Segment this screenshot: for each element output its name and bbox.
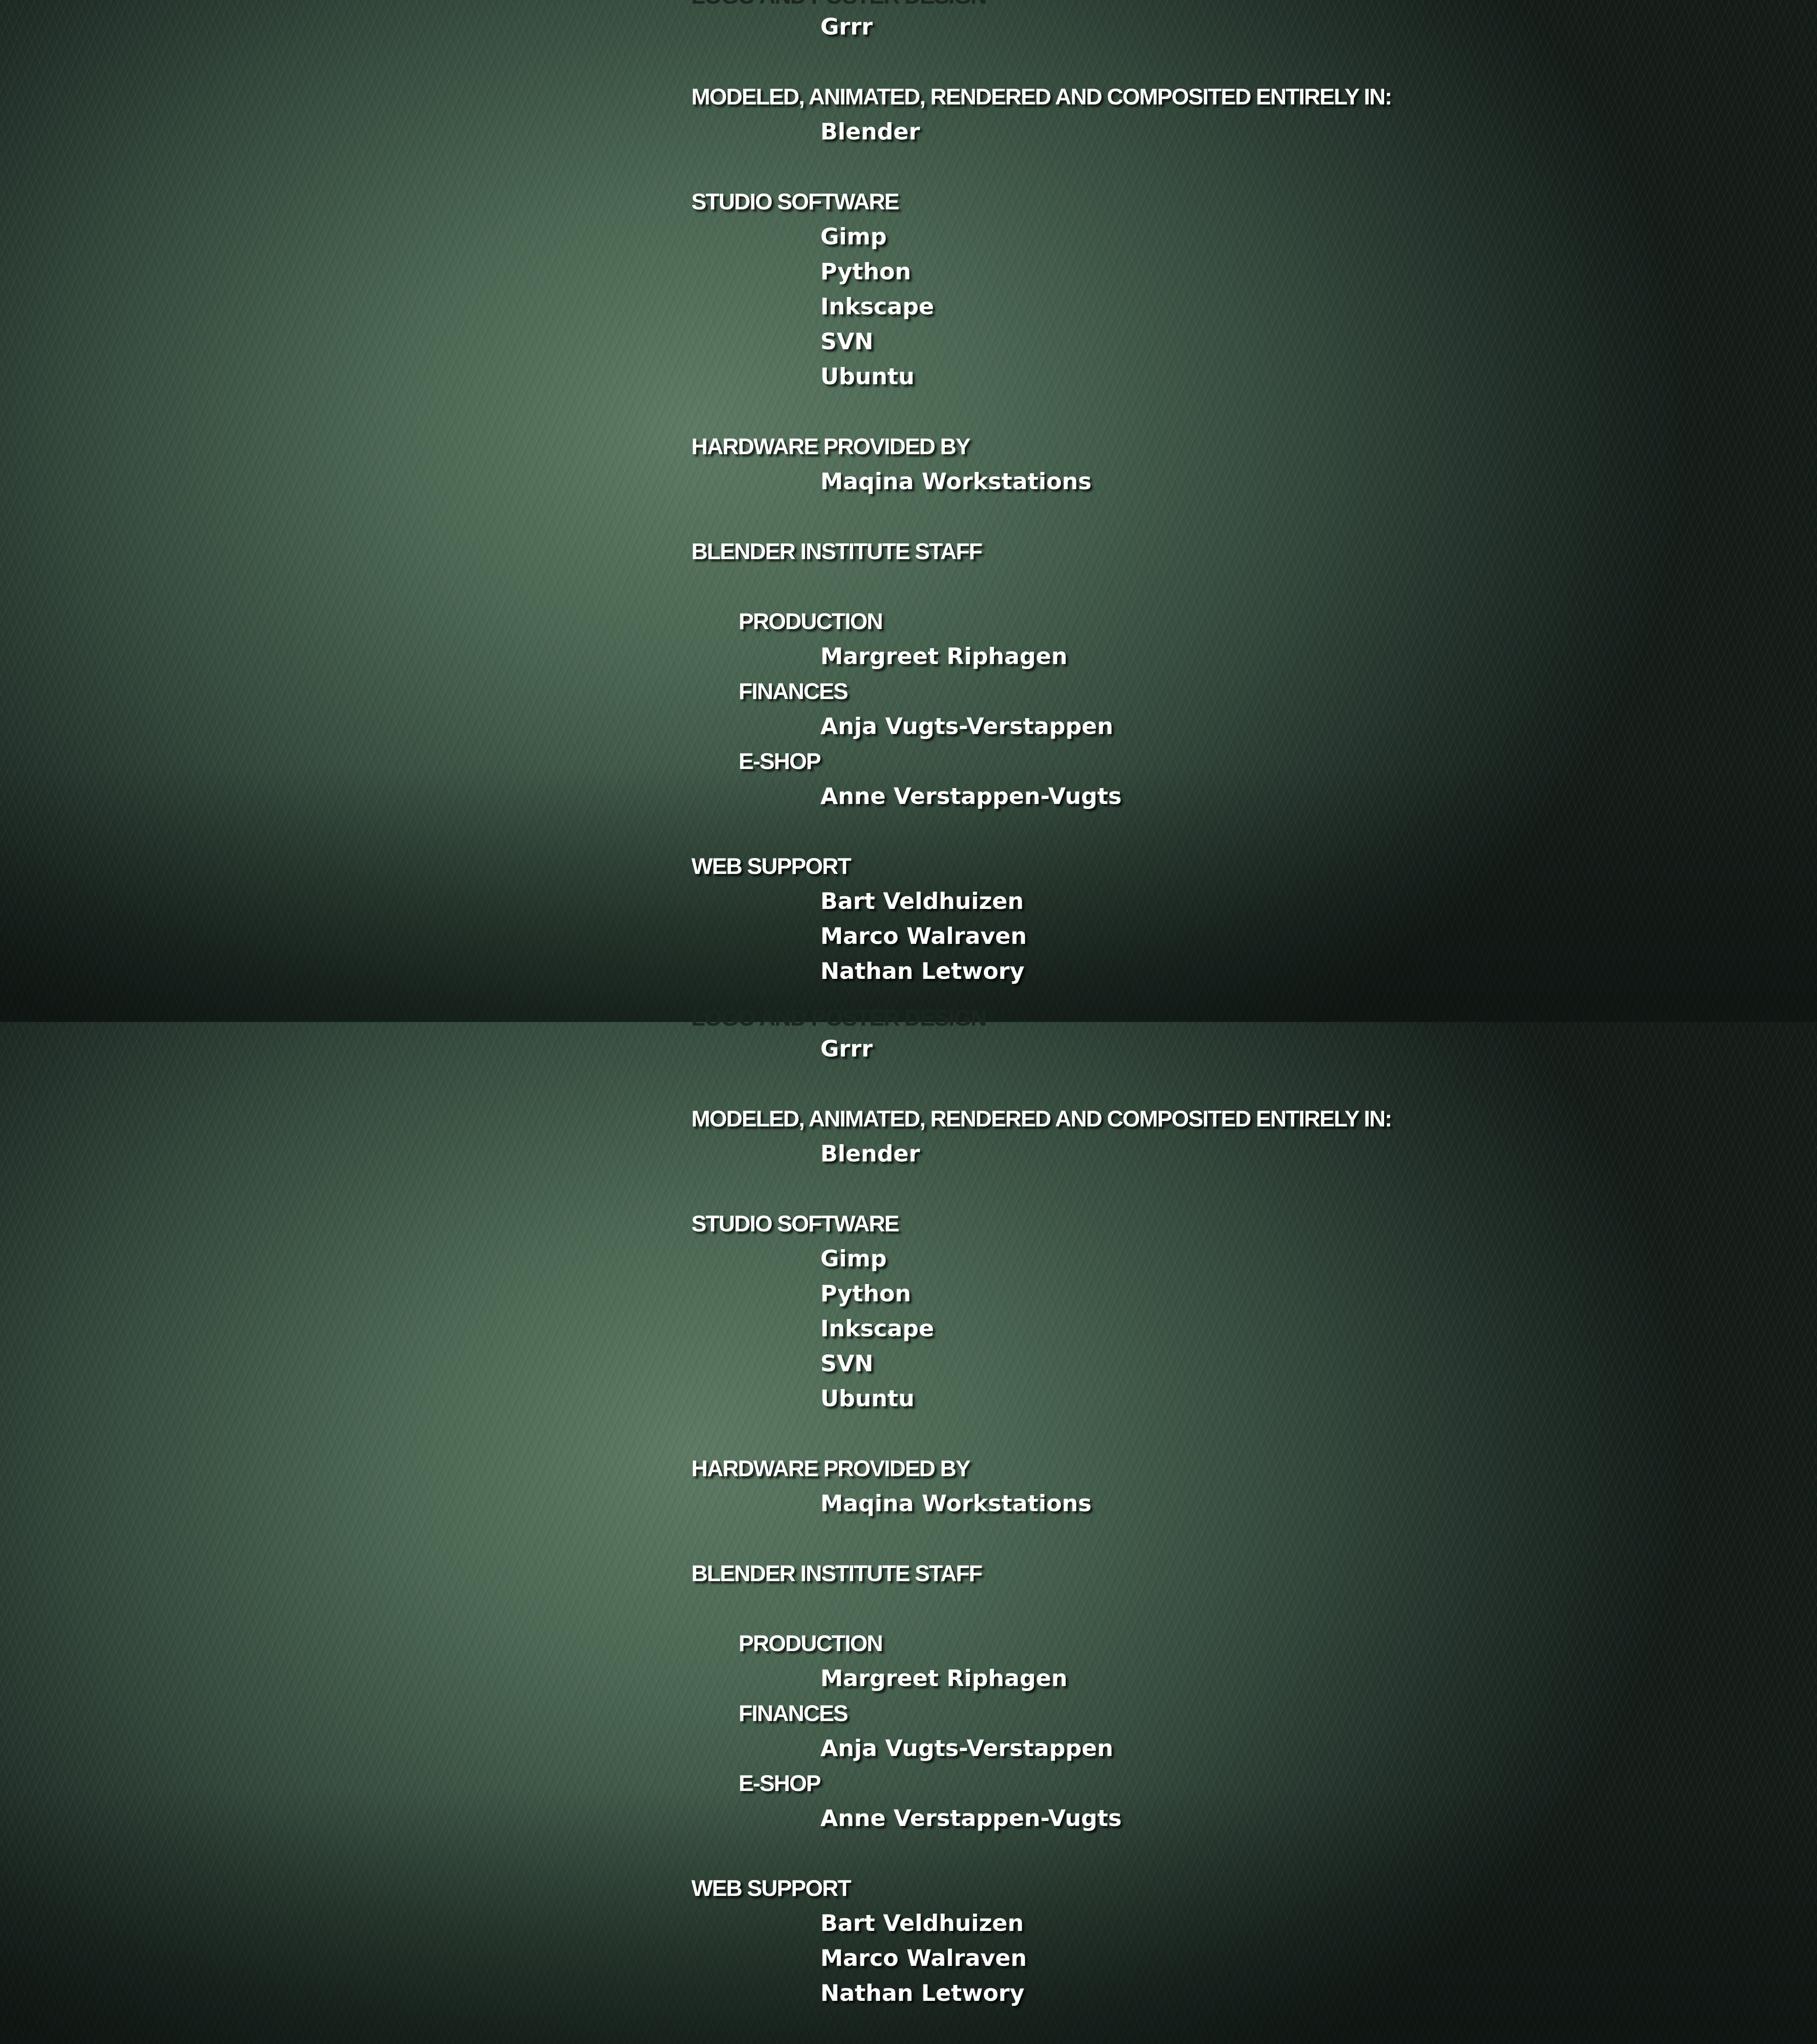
section-heading-web-support: WEB SUPPORT <box>691 1875 850 1901</box>
credit-name: Maqina Workstations <box>820 468 1092 495</box>
credit-name: Inkscape <box>820 1315 934 1342</box>
subsection-heading-eshop: E-SHOP <box>739 748 820 774</box>
credit-name: Inkscape <box>820 293 934 320</box>
credit-name: Margreet Riphagen <box>820 643 1067 670</box>
credit-name: Maqina Workstations <box>820 1490 1092 1517</box>
section-heading-software: STUDIO SOFTWARE <box>691 1211 899 1237</box>
credit-name: SVN <box>820 328 874 355</box>
section-heading-modeled: MODELED, ANIMATED, RENDERED AND COMPOSITED ENTIRELY IN: <box>691 1106 1391 1132</box>
credit-name: Gimp <box>820 223 887 250</box>
credit-name: Anne Verstappen-Vugts <box>820 1805 1122 1831</box>
credit-name: Nathan Letwory <box>820 1980 1024 2006</box>
subsection-heading-finances: FINANCES <box>739 1700 848 1726</box>
credit-name: SVN <box>820 1350 874 1377</box>
credit-name: Marco Walraven <box>820 1945 1027 1971</box>
credit-name: Ubuntu <box>820 363 914 390</box>
section-heading-software: STUDIO SOFTWARE <box>691 189 899 215</box>
subsection-heading-eshop: E-SHOP <box>739 1770 820 1796</box>
subsection-heading-production: PRODUCTION <box>739 1630 882 1657</box>
subsection-heading-finances: FINANCES <box>739 678 848 704</box>
section-heading-hardware: HARDWARE PROVIDED BY <box>691 1455 970 1482</box>
credit-name: Bart Veldhuizen <box>820 1910 1024 1936</box>
subsection-heading-production: PRODUCTION <box>739 608 882 635</box>
section-heading-modeled: MODELED, ANIMATED, RENDERED AND COMPOSITED ENTIRELY IN: <box>691 84 1391 110</box>
credit-name: Nathan Letwory <box>820 958 1024 984</box>
credit-name: Bart Veldhuizen <box>820 888 1024 914</box>
section-heading-staff: BLENDER INSTITUTE STAFF <box>691 1560 982 1587</box>
credit-name: Anja Vugts-Verstappen <box>820 713 1113 739</box>
credit-name: Gimp <box>820 1245 887 1272</box>
credit-name: Anja Vugts-Verstappen <box>820 1735 1113 1761</box>
section-heading-logo-poster: LOGO AND POSTER DESIGN <box>691 1005 986 1031</box>
credit-name: Marco Walraven <box>820 923 1027 949</box>
credit-name: Python <box>820 258 911 285</box>
credit-name: Grrr <box>820 1036 873 1062</box>
credit-name: Blender <box>820 1141 920 1167</box>
section-heading-web-support: WEB SUPPORT <box>691 853 850 879</box>
section-heading-hardware: HARDWARE PROVIDED BY <box>691 433 970 460</box>
credit-name: Grrr <box>820 14 873 40</box>
credit-name: Blender <box>820 119 920 145</box>
credit-name: Anne Verstappen-Vugts <box>820 783 1122 809</box>
credit-name: Margreet Riphagen <box>820 1665 1067 1692</box>
section-heading-staff: BLENDER INSTITUTE STAFF <box>691 538 982 565</box>
credit-name: Python <box>820 1280 911 1307</box>
credit-name: Ubuntu <box>820 1385 914 1412</box>
